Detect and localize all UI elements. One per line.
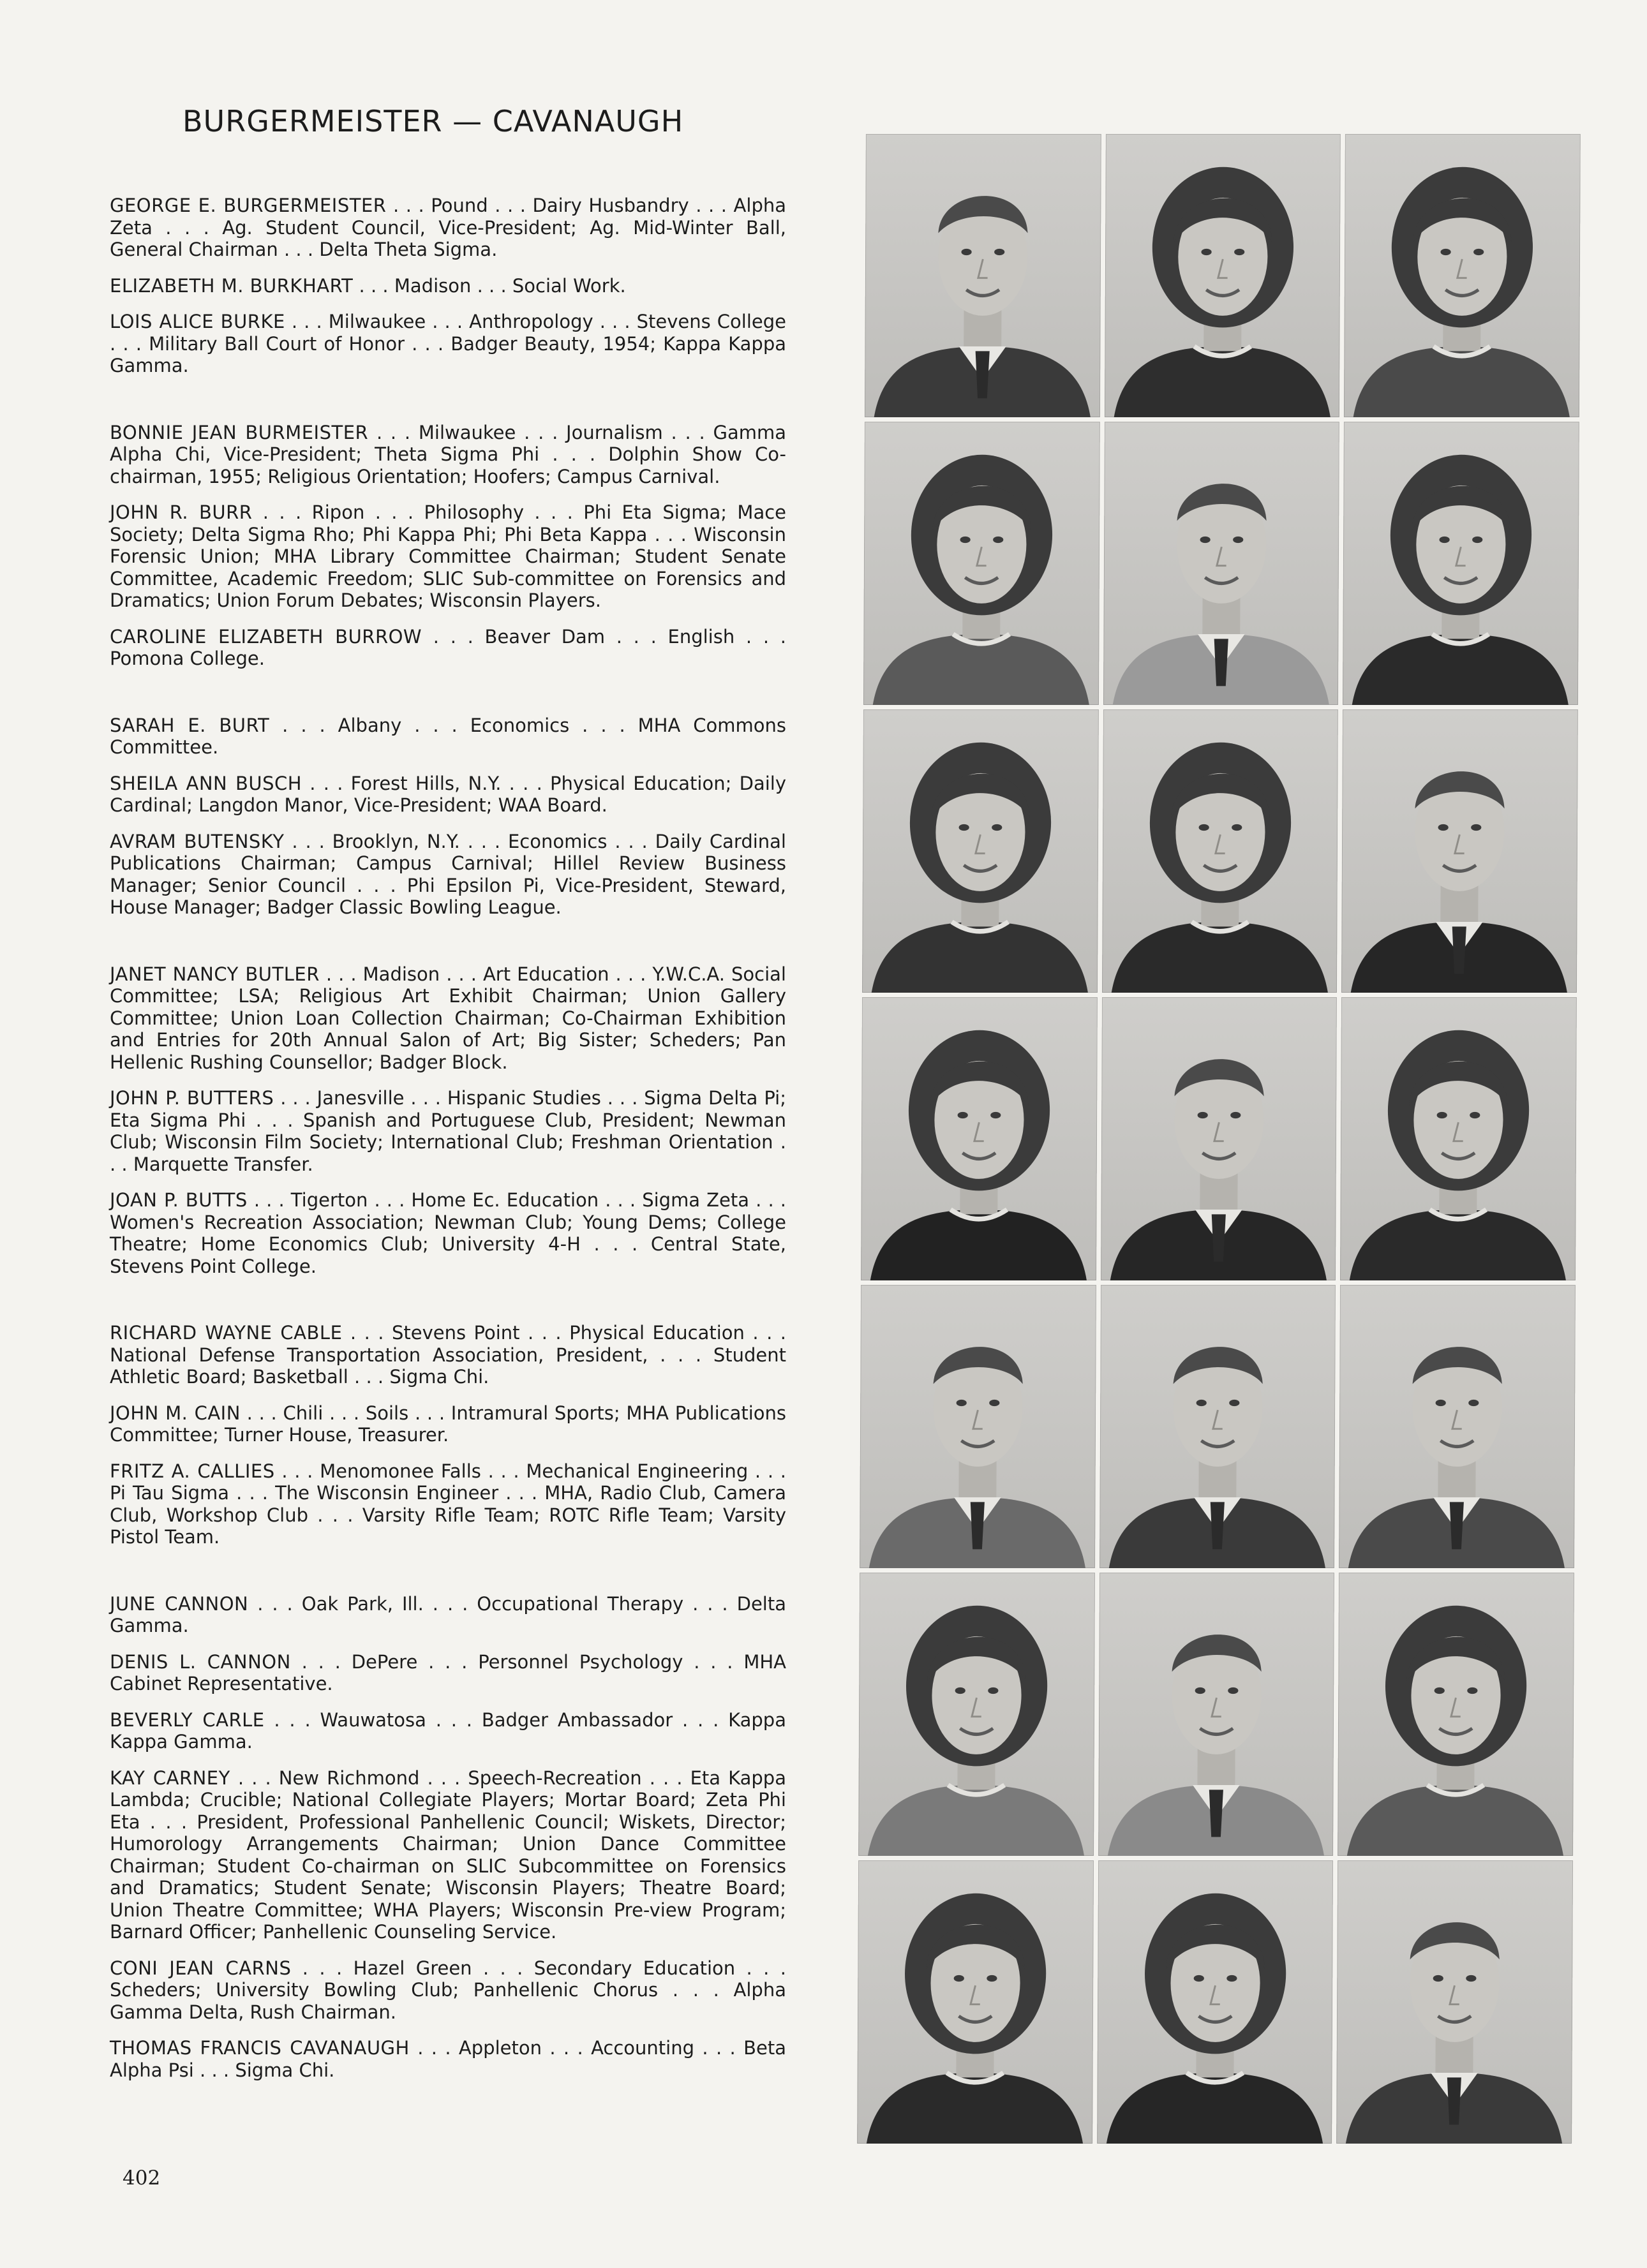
student-portrait bbox=[860, 1285, 1096, 1568]
student-portrait bbox=[1105, 134, 1341, 417]
student-portrait bbox=[1344, 134, 1581, 417]
biography-entry bbox=[110, 1651, 786, 1695]
biography-entry bbox=[110, 1709, 786, 1753]
student-details: . . . Stevens Point . . . Physical Education . . . National Defense Transportation Association, President, . . . Student Athletic Board; Basketball . . . Sigma Chi. bbox=[110, 1322, 787, 1388]
biography-group bbox=[110, 1593, 786, 2082]
student-details: . . . Wauwatosa . . . Badger Ambassador . . . Kappa Kappa Gamma. bbox=[110, 1708, 786, 1753]
student-details: . . . Albany . . . Economics . . . MHA Commons Committee. bbox=[110, 714, 786, 758]
student-portrait bbox=[861, 997, 1098, 1280]
student-portrait bbox=[1338, 1573, 1574, 1856]
student-portrait bbox=[1339, 1285, 1576, 1568]
student-portrait bbox=[857, 1860, 1094, 2144]
student-details: . . . Forest Hills, N.Y. . . . Physical Education; Daily Cardinal; Langdon Manor, Vice-President; WAA Board. bbox=[110, 772, 786, 816]
student-details: . . . Pound . . . Dairy Husbandry . . . Alpha Zeta . . . Ag. Student Council, Vice-President; Ag. Mid-Winter Ball, General Chairman . . . Delta Theta Sigma. bbox=[110, 195, 786, 260]
student-name: JOHN P. BUTTERS bbox=[110, 1087, 274, 1109]
biography-entry bbox=[110, 195, 786, 261]
biography-entry bbox=[110, 1087, 786, 1175]
biography-entry bbox=[110, 831, 786, 919]
student-portrait bbox=[1102, 709, 1339, 993]
biography-entry bbox=[110, 275, 786, 297]
biography-entry bbox=[110, 422, 786, 488]
student-name: CAROLINE ELIZABETH BURROW bbox=[110, 625, 422, 648]
student-name: JUNE CANNON bbox=[110, 1592, 249, 1615]
biography-entry bbox=[110, 1593, 786, 1637]
student-name: ELIZABETH M. BURKHART bbox=[110, 274, 354, 297]
biography-entry bbox=[110, 773, 786, 817]
student-details: . . . Chili . . . Soils . . . Intramural Sports; MHA Publications Committee; Turner House, Treasurer. bbox=[110, 1402, 787, 1446]
student-details: . . . Janesville . . . Hispanic Studies . . . Sigma Delta Pi; Eta Sigma Phi . . . Spanish and Portuguese Club, President; Newman Club; Wisconsin Film Society; International Club; Freshman Orientation . . . Marquette Transfer. bbox=[110, 1087, 786, 1175]
page-heading: BURGERMEISTER — CAVANAUGH bbox=[183, 104, 684, 138]
student-portrait bbox=[1103, 422, 1340, 705]
student-portrait bbox=[1097, 1860, 1334, 2144]
student-name: JOAN P. BUTTS bbox=[110, 1189, 248, 1211]
biography-entry bbox=[110, 626, 786, 670]
biography-entry bbox=[110, 2037, 786, 2081]
student-name: JOHN R. BURR bbox=[110, 501, 253, 523]
biography-entry bbox=[110, 963, 786, 1074]
student-portrait bbox=[863, 422, 1100, 705]
student-details: . . . Hazel Green . . . Secondary Education . . . Scheders; University Bowling Club; Panhellenic Chorus . . . Alpha Gamma Delta, Rush Chairman. bbox=[110, 1957, 786, 2023]
biography-entry bbox=[110, 1322, 786, 1388]
biography-group bbox=[110, 195, 786, 377]
student-name: BONNIE JEAN BURMEISTER bbox=[110, 421, 369, 443]
student-portrait bbox=[1101, 997, 1338, 1280]
student-name: KAY CARNEY bbox=[110, 1767, 230, 1789]
student-portrait bbox=[862, 709, 1099, 993]
student-details: . . . Brooklyn, N.Y. . . . Economics . . . Daily Cardinal Publications Chairman; Campus Carnival; Hillel Review Business Manager; Senior Council . . . Phi Epsilon Pi, Vice-President, Steward, House Manager; Badger Classic Bowling League. bbox=[110, 830, 786, 918]
student-name: SARAH E. BURT bbox=[110, 714, 270, 736]
student-portrait bbox=[1340, 997, 1577, 1280]
student-name: DENIS L. CANNON bbox=[110, 1650, 291, 1673]
student-name: CONI JEAN CARNS bbox=[110, 1957, 292, 1979]
student-details: . . . DePere . . . Personnel Psychology . . . MHA Cabinet Representative. bbox=[110, 1650, 786, 1694]
biography-group bbox=[110, 963, 786, 1278]
student-name: RICHARD WAYNE CABLE bbox=[110, 1322, 343, 1344]
student-details: . . . Milwaukee . . . Journalism . . . Gamma Alpha Chi, Vice-President; Theta Sigma Phi . . . Dolphin Show Co-chairman, 1955; Religious Orientation; Hoofers; Campus Carnival. bbox=[110, 421, 786, 487]
student-name: FRITZ A. CALLIES bbox=[110, 1460, 275, 1482]
student-name: JANET NANCY BUTLER bbox=[110, 963, 320, 985]
biography-entry bbox=[110, 1189, 786, 1277]
student-name: BEVERLY CARLE bbox=[110, 1708, 265, 1731]
student-details: . . . Ripon . . . Philosophy . . . Phi Eta Sigma; Mace Society; Delta Sigma Rho; Phi Kappa Phi; Phi Beta Kappa . . . Wisconsin Forensic Union; MHA Library Committee Chairman; Student Senate Committee, Academic Freedom; SLIC Sub-committee on Forensics and Dramatics; Union Forum Debates; Wisconsin Players. bbox=[110, 501, 786, 611]
student-portrait bbox=[858, 1573, 1095, 1856]
student-portrait bbox=[1343, 422, 1579, 705]
student-details: . . . Menomonee Falls . . . Mechanical Engineering . . . Pi Tau Sigma . . . The Wisconsin Engineer . . . MHA, Radio Club, Camera Club, Workshop Club . . . Varsity Rifle Team; ROTC Rifle Team; Varsity Pistol Team. bbox=[110, 1460, 786, 1548]
biography-entry bbox=[110, 501, 786, 612]
biography-column bbox=[110, 195, 786, 2126]
student-details: . . . New Richmond . . . Speech-Recreation . . . Eta Kappa Lambda; Crucible; National Collegiate Players; Mortar Board; Zeta Phi Eta . . . President, Professional Panhellenic Council; Wiskets, Director; Humorology Arrangements Chairman; Union Dance Committee Chairman; Student Co-chairman on SLIC Subcommittee on Forensics and Dramatics; Student Senate; Wisconsin Players; Theatre Board; Union Theatre Committee; WHA Players; Wisconsin Pre-view Program; Barnard Officer; Panhellenic Counseling Service. bbox=[110, 1767, 786, 1943]
student-details: . . . Madison . . . Art Education . . . Y.W.C.A. Social Committee; LSA; Religious Art Exhibit Chairman; Union Gallery Committee; Union Loan Collection Chairman; Co-Chairman Exhibition and Entries for 20th Annual Salon of Art; Big Sister; Scheders; Pan Hellenic Rushing Counsellor; Badger Block. bbox=[110, 963, 786, 1073]
student-details: . . . Oak Park, Ill. . . . Occupational Therapy . . . Delta Gamma. bbox=[110, 1592, 786, 1636]
student-name: GEORGE E. BURGERMEISTER bbox=[110, 195, 387, 216]
biography-entry bbox=[110, 715, 786, 759]
biography-group bbox=[110, 422, 786, 670]
biography-entry bbox=[110, 1402, 786, 1446]
student-name: LOIS ALICE BURKE bbox=[110, 311, 285, 332]
biography-entry bbox=[110, 311, 786, 377]
biography-group bbox=[110, 1322, 786, 1548]
student-details: . . . Beaver Dam . . . English . . . Pomona College. bbox=[110, 625, 786, 669]
student-portrait bbox=[1099, 1285, 1336, 1568]
student-name: THOMAS FRANCIS CAVANAUGH bbox=[110, 2037, 410, 2059]
student-portrait bbox=[865, 134, 1101, 417]
student-portrait bbox=[1098, 1573, 1335, 1856]
student-portrait bbox=[1336, 1860, 1573, 2144]
biography-entry bbox=[110, 1767, 786, 1943]
student-details: . . . Tigerton . . . Home Ec. Education . . . Sigma Zeta . . . Women's Recreation Association; Newman Club; Young Dems; College Theatre; Home Economics Club; University 4-H . . . Central State, Stevens Point College. bbox=[110, 1189, 786, 1277]
student-details: . . . Appleton . . . Accounting . . . Beta Alpha Psi . . . Sigma Chi. bbox=[110, 2037, 786, 2081]
student-name: SHEILA ANN BUSCH bbox=[110, 772, 302, 794]
student-name: AVRAM BUTENSKY bbox=[110, 830, 285, 852]
student-name: JOHN M. CAIN bbox=[110, 1402, 241, 1424]
biography-entry bbox=[110, 1957, 786, 2024]
portrait-grid bbox=[857, 134, 1581, 2144]
page-number: 402 bbox=[123, 2167, 161, 2190]
student-details: . . . Milwaukee . . . Anthropology . . . Stevens College . . . Military Ball Court of Honor . . . Badger Beauty, 1954; Kappa Kappa Gamma. bbox=[110, 311, 786, 376]
biography-group bbox=[110, 715, 786, 919]
student-portrait bbox=[1341, 709, 1578, 993]
student-details: . . . Madison . . . Social Work. bbox=[353, 274, 626, 297]
biography-entry bbox=[110, 1460, 786, 1548]
